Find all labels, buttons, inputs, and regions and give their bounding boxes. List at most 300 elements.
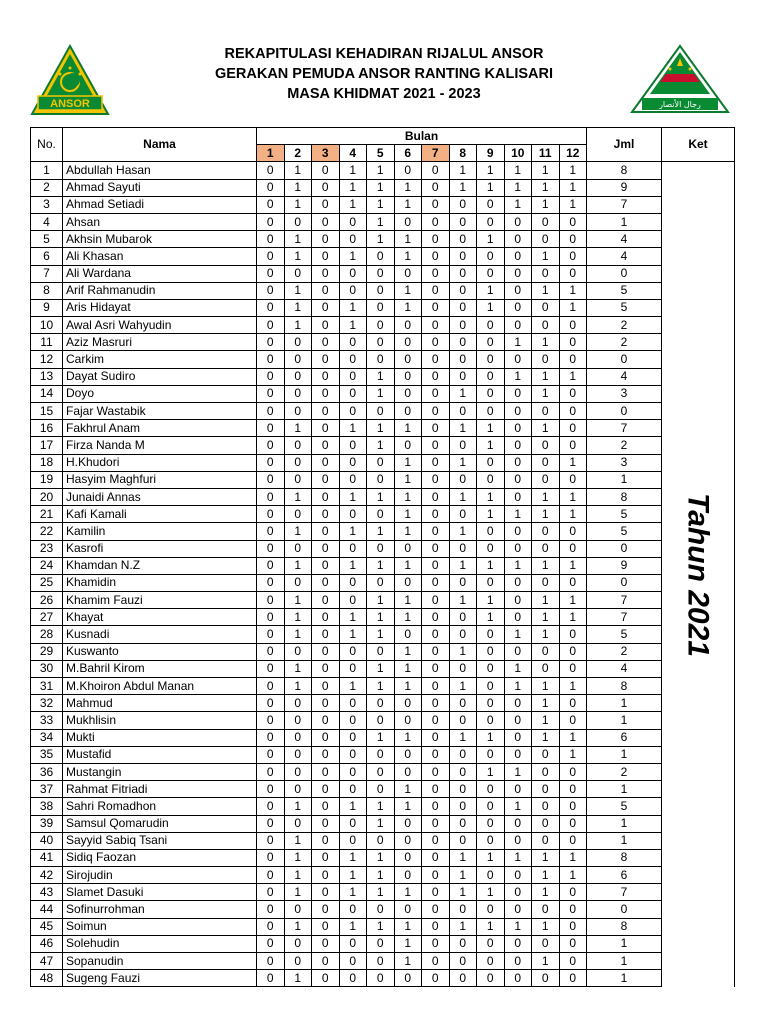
member-name: Fakhrul Anam <box>63 420 257 437</box>
attendance-cell: 1 <box>532 626 560 643</box>
row-number: 7 <box>31 265 63 282</box>
attendance-cell: 0 <box>504 454 532 471</box>
member-name: Solehudin <box>63 935 257 952</box>
attendance-cell: 0 <box>284 815 312 832</box>
row-number: 28 <box>31 626 63 643</box>
attendance-cell: 1 <box>559 196 587 213</box>
row-number: 25 <box>31 574 63 591</box>
member-name: Mustangin <box>63 763 257 780</box>
attendance-cell: 0 <box>312 162 340 179</box>
attendance-cell: 0 <box>394 265 422 282</box>
attendance-cell: 1 <box>367 867 395 884</box>
attendance-cell: 0 <box>422 179 450 196</box>
attendance-cell: 0 <box>559 248 587 265</box>
attendance-cell: 1 <box>394 248 422 265</box>
attendance-cell: 0 <box>477 970 505 987</box>
attendance-cell: 0 <box>394 403 422 420</box>
member-name: Sahri Romadhon <box>63 798 257 815</box>
attendance-cell: 1 <box>284 162 312 179</box>
attendance-cell: 0 <box>422 712 450 729</box>
attendance-cell: 1 <box>504 849 532 866</box>
attendance-cell: 1 <box>449 420 477 437</box>
attendance-cell: 0 <box>422 832 450 849</box>
attendance-cell: 1 <box>559 678 587 695</box>
attendance-cell: 0 <box>312 729 340 746</box>
attendance-cell: 1 <box>367 678 395 695</box>
attendance-cell: 1 <box>394 643 422 660</box>
attendance-cell: 0 <box>449 248 477 265</box>
attendance-cell: 1 <box>532 162 560 179</box>
attendance-cell: 0 <box>504 420 532 437</box>
attendance-cell: 0 <box>477 832 505 849</box>
row-number: 38 <box>31 798 63 815</box>
table-row <box>31 660 735 677</box>
attendance-cell: 0 <box>504 643 532 660</box>
month-header-7: 7 <box>422 145 450 162</box>
row-number: 24 <box>31 557 63 574</box>
attendance-cell: 0 <box>394 368 422 385</box>
attendance-cell: 1 <box>284 609 312 626</box>
attendance-cell: 1 <box>367 626 395 643</box>
attendance-cell: 0 <box>559 970 587 987</box>
attendance-cell: 0 <box>449 540 477 557</box>
attendance-cell: 0 <box>559 471 587 488</box>
attendance-cell: 0 <box>559 918 587 935</box>
attendance-cell: 0 <box>422 282 450 299</box>
attendance-cell: 0 <box>257 196 285 213</box>
member-name: Ahmad Sayuti <box>63 179 257 196</box>
attendance-cell: 0 <box>312 660 340 677</box>
row-number: 10 <box>31 317 63 334</box>
attendance-cell: 0 <box>532 781 560 798</box>
attendance-cell: 1 <box>394 918 422 935</box>
attendance-cell: 0 <box>559 334 587 351</box>
table-row <box>31 574 735 591</box>
row-number: 23 <box>31 540 63 557</box>
attendance-cell: 1 <box>532 557 560 574</box>
attendance-cell: 1 <box>449 557 477 574</box>
attendance-cell: 0 <box>504 832 532 849</box>
attendance-cell: 0 <box>422 574 450 591</box>
member-name: Sopanudin <box>63 953 257 970</box>
attendance-cell: 0 <box>257 454 285 471</box>
attendance-cell: 0 <box>367 970 395 987</box>
attendance-cell: 0 <box>394 970 422 987</box>
attendance-cell: 1 <box>339 179 367 196</box>
attendance-total: 7 <box>587 196 662 213</box>
row-number: 26 <box>31 592 63 609</box>
attendance-cell: 0 <box>257 334 285 351</box>
member-name: Carkim <box>63 351 257 368</box>
attendance-cell: 0 <box>477 643 505 660</box>
attendance-cell: 1 <box>367 196 395 213</box>
attendance-cell: 1 <box>284 592 312 609</box>
attendance-cell: 0 <box>312 213 340 230</box>
attendance-cell: 1 <box>449 643 477 660</box>
attendance-cell: 0 <box>422 351 450 368</box>
attendance-cell: 0 <box>257 832 285 849</box>
attendance-cell: 0 <box>257 403 285 420</box>
attendance-cell: 0 <box>284 781 312 798</box>
attendance-cell: 1 <box>477 918 505 935</box>
attendance-cell: 0 <box>367 454 395 471</box>
month-header-3: 3 <box>312 145 340 162</box>
header-row-1 <box>31 128 735 145</box>
ansor-logo-text: ANSOR <box>50 98 90 110</box>
member-name: Kafi Kamali <box>63 506 257 523</box>
attendance-cell: 0 <box>559 935 587 952</box>
attendance-cell: 0 <box>367 403 395 420</box>
attendance-total: 5 <box>587 299 662 316</box>
table-row <box>31 420 735 437</box>
attendance-cell: 1 <box>284 849 312 866</box>
attendance-cell: 1 <box>284 179 312 196</box>
table-row <box>31 678 735 695</box>
table-row <box>31 437 735 454</box>
attendance-cell: 0 <box>339 213 367 230</box>
attendance-total: 1 <box>587 471 662 488</box>
table-row <box>31 643 735 660</box>
attendance-cell: 0 <box>449 746 477 763</box>
row-number: 42 <box>31 867 63 884</box>
member-name: Arif Rahmanudin <box>63 282 257 299</box>
attendance-cell: 0 <box>312 420 340 437</box>
attendance-cell: 0 <box>339 351 367 368</box>
row-number: 40 <box>31 832 63 849</box>
attendance-cell: 0 <box>257 660 285 677</box>
attendance-total: 1 <box>587 213 662 230</box>
attendance-cell: 0 <box>422 643 450 660</box>
attendance-cell: 0 <box>559 815 587 832</box>
attendance-cell: 0 <box>257 385 285 402</box>
row-number: 19 <box>31 471 63 488</box>
attendance-total: 7 <box>587 884 662 901</box>
attendance-cell: 0 <box>339 385 367 402</box>
attendance-cell: 0 <box>422 420 450 437</box>
attendance-cell: 0 <box>284 265 312 282</box>
attendance-cell: 1 <box>339 523 367 540</box>
attendance-cell: 0 <box>257 970 285 987</box>
attendance-cell: 0 <box>504 746 532 763</box>
table-row <box>31 162 735 179</box>
attendance-cell: 0 <box>257 781 285 798</box>
attendance-cell: 0 <box>339 403 367 420</box>
member-name: Mustafid <box>63 746 257 763</box>
attendance-cell: 0 <box>504 729 532 746</box>
attendance-cell: 0 <box>559 884 587 901</box>
attendance-cell: 1 <box>532 867 560 884</box>
table-row <box>31 592 735 609</box>
attendance-cell: 1 <box>284 488 312 505</box>
attendance-cell: 1 <box>504 196 532 213</box>
attendance-cell: 1 <box>339 196 367 213</box>
member-name: Kuswanto <box>63 643 257 660</box>
attendance-cell: 0 <box>422 849 450 866</box>
attendance-cell: 0 <box>422 557 450 574</box>
attendance-cell: 1 <box>477 884 505 901</box>
attendance-total: 1 <box>587 832 662 849</box>
attendance-total: 6 <box>587 729 662 746</box>
attendance-cell: 0 <box>284 695 312 712</box>
attendance-cell: 1 <box>367 884 395 901</box>
attendance-cell: 1 <box>559 454 587 471</box>
attendance-cell: 1 <box>367 609 395 626</box>
attendance-cell: 0 <box>257 609 285 626</box>
attendance-cell: 0 <box>339 953 367 970</box>
row-number: 33 <box>31 712 63 729</box>
attendance-cell: 1 <box>532 729 560 746</box>
attendance-cell: 0 <box>284 935 312 952</box>
attendance-cell: 0 <box>312 781 340 798</box>
member-name: Fajar Wastabik <box>63 403 257 420</box>
attendance-cell: 1 <box>394 523 422 540</box>
page-header <box>0 0 768 125</box>
attendance-cell: 0 <box>504 884 532 901</box>
attendance-cell: 0 <box>504 437 532 454</box>
member-name: Abdullah Hasan <box>63 162 257 179</box>
attendance-cell: 0 <box>559 660 587 677</box>
attendance-cell: 0 <box>257 626 285 643</box>
attendance-cell: 1 <box>477 592 505 609</box>
attendance-cell: 0 <box>312 918 340 935</box>
attendance-cell: 0 <box>312 574 340 591</box>
attendance-cell: 0 <box>532 317 560 334</box>
attendance-cell: 1 <box>339 420 367 437</box>
attendance-cell: 0 <box>422 265 450 282</box>
attendance-cell: 0 <box>257 798 285 815</box>
row-number: 17 <box>31 437 63 454</box>
attendance-cell: 0 <box>504 471 532 488</box>
table-row <box>31 884 735 901</box>
attendance-cell: 1 <box>367 918 395 935</box>
row-number: 18 <box>31 454 63 471</box>
attendance-cell: 1 <box>532 488 560 505</box>
attendance-cell: 1 <box>504 763 532 780</box>
member-name: Sugeng Fauzi <box>63 970 257 987</box>
attendance-total: 1 <box>587 712 662 729</box>
month-header-8: 8 <box>449 145 477 162</box>
attendance-cell: 0 <box>422 454 450 471</box>
row-number: 29 <box>31 643 63 660</box>
month-header-10: 10 <box>504 145 532 162</box>
attendance-cell: 1 <box>394 609 422 626</box>
attendance-cell: 0 <box>504 282 532 299</box>
attendance-cell: 0 <box>312 678 340 695</box>
row-number: 20 <box>31 488 63 505</box>
attendance-cell: 0 <box>422 660 450 677</box>
attendance-total: 0 <box>587 351 662 368</box>
attendance-cell: 1 <box>477 729 505 746</box>
attendance-cell: 1 <box>394 196 422 213</box>
attendance-cell: 0 <box>394 334 422 351</box>
attendance-cell: 0 <box>449 626 477 643</box>
month-header-6: 6 <box>394 145 422 162</box>
attendance-cell: 0 <box>284 368 312 385</box>
attendance-cell: 0 <box>394 385 422 402</box>
row-number: 16 <box>31 420 63 437</box>
attendance-cell: 0 <box>532 265 560 282</box>
attendance-cell: 0 <box>449 213 477 230</box>
attendance-cell: 0 <box>532 471 560 488</box>
attendance-cell: 0 <box>257 437 285 454</box>
title-line-3: MASA KHIDMAT 2021 - 2023 <box>287 86 481 102</box>
member-name: Khamdan N.Z <box>63 557 257 574</box>
attendance-cell: 0 <box>394 867 422 884</box>
attendance-cell: 0 <box>422 746 450 763</box>
attendance-cell: 0 <box>532 299 560 316</box>
attendance-cell: 1 <box>394 299 422 316</box>
attendance-cell: 0 <box>559 901 587 918</box>
member-name: Akhsin Mubarok <box>63 231 257 248</box>
attendance-cell: 1 <box>367 488 395 505</box>
page-title <box>160 44 608 104</box>
attendance-cell: 1 <box>367 660 395 677</box>
member-name: Ali Khasan <box>63 248 257 265</box>
attendance-total: 9 <box>587 557 662 574</box>
attendance-cell: 0 <box>449 609 477 626</box>
attendance-cell: 1 <box>394 592 422 609</box>
member-name: Mahmud <box>63 695 257 712</box>
attendance-cell: 1 <box>449 488 477 505</box>
attendance-cell: 0 <box>257 574 285 591</box>
attendance-cell: 1 <box>504 798 532 815</box>
attendance-cell: 0 <box>312 712 340 729</box>
attendance-cell: 1 <box>284 196 312 213</box>
attendance-cell: 0 <box>312 798 340 815</box>
attendance-cell: 0 <box>422 437 450 454</box>
attendance-cell: 0 <box>532 763 560 780</box>
attendance-cell: 0 <box>559 437 587 454</box>
table-row <box>31 368 735 385</box>
attendance-cell: 0 <box>422 299 450 316</box>
attendance-cell: 0 <box>559 781 587 798</box>
attendance-cell: 0 <box>394 317 422 334</box>
attendance-cell: 0 <box>284 729 312 746</box>
attendance-cell: 0 <box>504 953 532 970</box>
attendance-cell: 0 <box>367 334 395 351</box>
row-number: 45 <box>31 918 63 935</box>
row-number: 30 <box>31 660 63 677</box>
attendance-cell: 1 <box>449 454 477 471</box>
attendance-cell: 0 <box>312 231 340 248</box>
member-name: Kusnadi <box>63 626 257 643</box>
attendance-cell: 1 <box>284 970 312 987</box>
table-row <box>31 798 735 815</box>
attendance-cell: 1 <box>367 592 395 609</box>
attendance-cell: 0 <box>312 953 340 970</box>
attendance-cell: 0 <box>559 798 587 815</box>
attendance-cell: 0 <box>504 592 532 609</box>
attendance-cell: 0 <box>257 317 285 334</box>
attendance-cell: 1 <box>477 299 505 316</box>
attendance-cell: 0 <box>477 540 505 557</box>
month-header-4: 4 <box>339 145 367 162</box>
attendance-cell: 0 <box>257 162 285 179</box>
attendance-cell: 1 <box>284 867 312 884</box>
attendance-cell: 0 <box>367 901 395 918</box>
attendance-total: 0 <box>587 403 662 420</box>
attendance-cell: 0 <box>339 763 367 780</box>
attendance-cell: 0 <box>312 351 340 368</box>
table-row <box>31 488 735 505</box>
attendance-cell: 0 <box>532 231 560 248</box>
table-row <box>31 867 735 884</box>
attendance-cell: 0 <box>339 592 367 609</box>
attendance-cell: 0 <box>422 162 450 179</box>
col-no-header: No. <box>31 128 63 162</box>
attendance-cell: 0 <box>312 540 340 557</box>
table-row <box>31 282 735 299</box>
attendance-cell: 1 <box>367 849 395 866</box>
attendance-cell: 1 <box>532 712 560 729</box>
attendance-cell: 0 <box>339 935 367 952</box>
attendance-table <box>30 127 735 987</box>
month-header-12: 12 <box>559 145 587 162</box>
attendance-cell: 1 <box>532 248 560 265</box>
attendance-cell: 0 <box>422 213 450 230</box>
attendance-cell: 0 <box>367 282 395 299</box>
attendance-cell: 0 <box>532 660 560 677</box>
attendance-cell: 0 <box>559 265 587 282</box>
attendance-cell: 1 <box>449 918 477 935</box>
attendance-cell: 1 <box>532 609 560 626</box>
attendance-cell: 0 <box>422 763 450 780</box>
row-number: 8 <box>31 282 63 299</box>
attendance-cell: 0 <box>504 265 532 282</box>
attendance-cell: 0 <box>284 471 312 488</box>
attendance-cell: 0 <box>422 918 450 935</box>
row-number: 48 <box>31 970 63 987</box>
attendance-cell: 1 <box>339 849 367 866</box>
attendance-cell: 1 <box>449 678 477 695</box>
attendance-cell: 1 <box>367 557 395 574</box>
attendance-cell: 0 <box>394 162 422 179</box>
row-number: 1 <box>31 162 63 179</box>
attendance-total: 0 <box>587 540 662 557</box>
member-name: Ali Wardana <box>63 265 257 282</box>
table-row <box>31 231 735 248</box>
attendance-cell: 1 <box>504 678 532 695</box>
attendance-cell: 1 <box>532 282 560 299</box>
attendance-total: 1 <box>587 746 662 763</box>
attendance-cell: 0 <box>312 867 340 884</box>
attendance-cell: 0 <box>284 643 312 660</box>
col-ket-header: Ket <box>662 128 735 162</box>
attendance-cell: 0 <box>559 712 587 729</box>
table-row <box>31 454 735 471</box>
attendance-cell: 0 <box>339 660 367 677</box>
attendance-total: 2 <box>587 437 662 454</box>
attendance-cell: 0 <box>367 351 395 368</box>
attendance-cell: 1 <box>504 162 532 179</box>
attendance-total: 3 <box>587 454 662 471</box>
attendance-cell: 0 <box>504 488 532 505</box>
attendance-cell: 0 <box>532 746 560 763</box>
attendance-cell: 0 <box>532 901 560 918</box>
attendance-cell: 1 <box>449 179 477 196</box>
attendance-cell: 0 <box>367 299 395 316</box>
attendance-cell: 0 <box>284 712 312 729</box>
attendance-cell: 0 <box>449 282 477 299</box>
attendance-cell: 0 <box>504 935 532 952</box>
row-number: 3 <box>31 196 63 213</box>
attendance-cell: 0 <box>312 523 340 540</box>
attendance-cell: 0 <box>422 626 450 643</box>
attendance-cell: 0 <box>257 471 285 488</box>
attendance-cell: 0 <box>394 540 422 557</box>
attendance-cell: 0 <box>477 351 505 368</box>
attendance-cell: 0 <box>312 334 340 351</box>
